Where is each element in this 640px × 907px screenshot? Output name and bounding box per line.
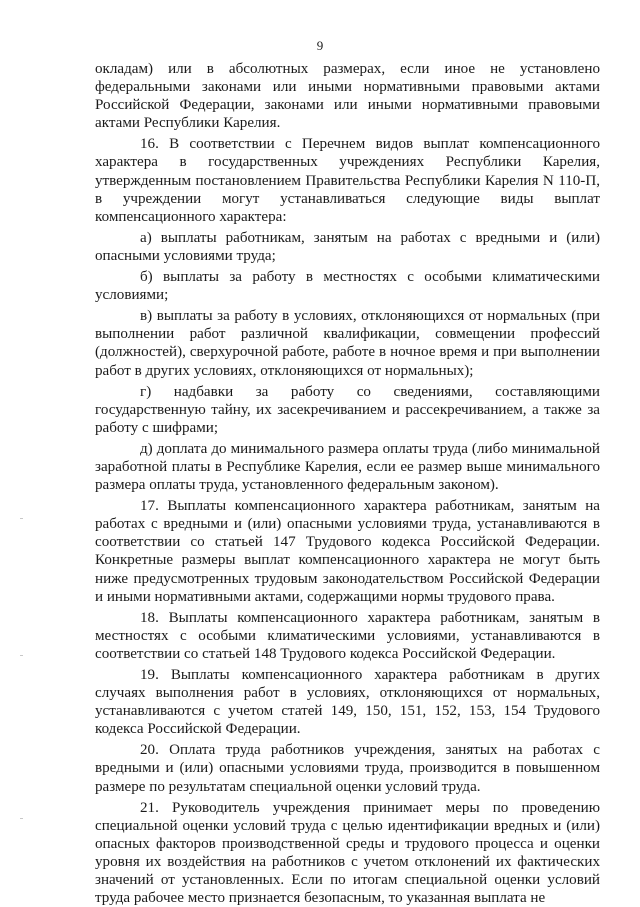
list-item-d: д) доплата до минимального размера оплаты труда (либо минимальной заработной платы в Республике Карелия, если ее размер выше минимального размера оплаты труда, установленного федеральным законом). (95, 440, 600, 494)
document-body (95, 60, 600, 907)
list-item-a: а) выплаты работникам, занятым на работах с вредными и (или) опасными условиями труда; (95, 229, 600, 264)
paragraph-20: 20. Оплата труда работников учреждения, занятых на работах с вредными и (или) опасными условиями труда, производится в повышенном размере по результатам специальной оценки условий труда. (95, 742, 600, 795)
paragraph-16: 16. В соответствии с Перечнем видов выплат компенсационного характера в государственных учреждениях Республики Карелия, утвержденным постановлением Правительства Республики Карелия N 110-П, в учреждении могут устанавливаться следующие виды выплат компенсационного характера: (95, 136, 600, 225)
paragraph-continuation: окладам) или в абсолютных размерах, если иное не установлено федеральными законами или иными нормативными правовыми актами Российской Федерации, законами или иными нормативными правовыми актами Республики Карелия. (95, 61, 600, 132)
page-number: 9 (316, 38, 324, 53)
scan-mark (20, 818, 23, 819)
paragraph-18: 18. Выплаты компенсационного характера работникам, занятым в местностях с особыми климатическими условиями, устанавливаются в соответствии со статьей 148 Трудового кодекса Российской Федерации. (95, 609, 600, 662)
paragraph-17: 17. Выплаты компенсационного характера работникам, занятым на работах с вредными и (или) опасными условиями труда, устанавливаются в соответствии со статьей 147 Трудового кодекса Российской Федерации. Конкретные размеры выплат компенсационного характера не могут быть ниже предусмотренных трудовым законодательством Российской Федерации и иными нормативными актами, содержащими нормы трудового права. (95, 498, 600, 605)
paragraph-19: 19. Выплаты компенсационного характера работникам в других случаях выполнения работ в условиях, отклоняющихся от нормальных, устанавливаются с учетом статей 149, 150, 151, 152, 153, 154 Трудового кодекса Российской Федерации. (95, 667, 600, 738)
scan-mark (20, 655, 23, 656)
paragraph-21: 21. Руководитель учреждения принимает меры по проведению специальной оценки условий труда с целью идентификации вредных и (или) опасных факторов производственной среды и трудового процесса и оценки уровня их воздействия на работников с учетом отклонений их фактических значений от установленных. Если по итогам специальной оценки условий труда рабочее место признается безопасным, то указанная выплата не (95, 799, 600, 907)
scan-mark (20, 518, 23, 519)
list-item-b: б) выплаты за работу в местностях с особыми климатическими условиями; (95, 269, 600, 304)
list-item-v: в) выплаты за работу в условиях, отклоняющихся от нормальных (при выполнении работ различной квалификации, совмещении профессий (должностей), сверхурочной работе, работе в ночное время и при выполнении работ в других условиях, отклоняющихся от нормальных); (95, 308, 600, 379)
list-item-g: г) надбавки за работу со сведениями, составляющими государственную тайну, их засекречиванием и рассекречиванием, а также за работу с шифрами; (95, 383, 600, 436)
